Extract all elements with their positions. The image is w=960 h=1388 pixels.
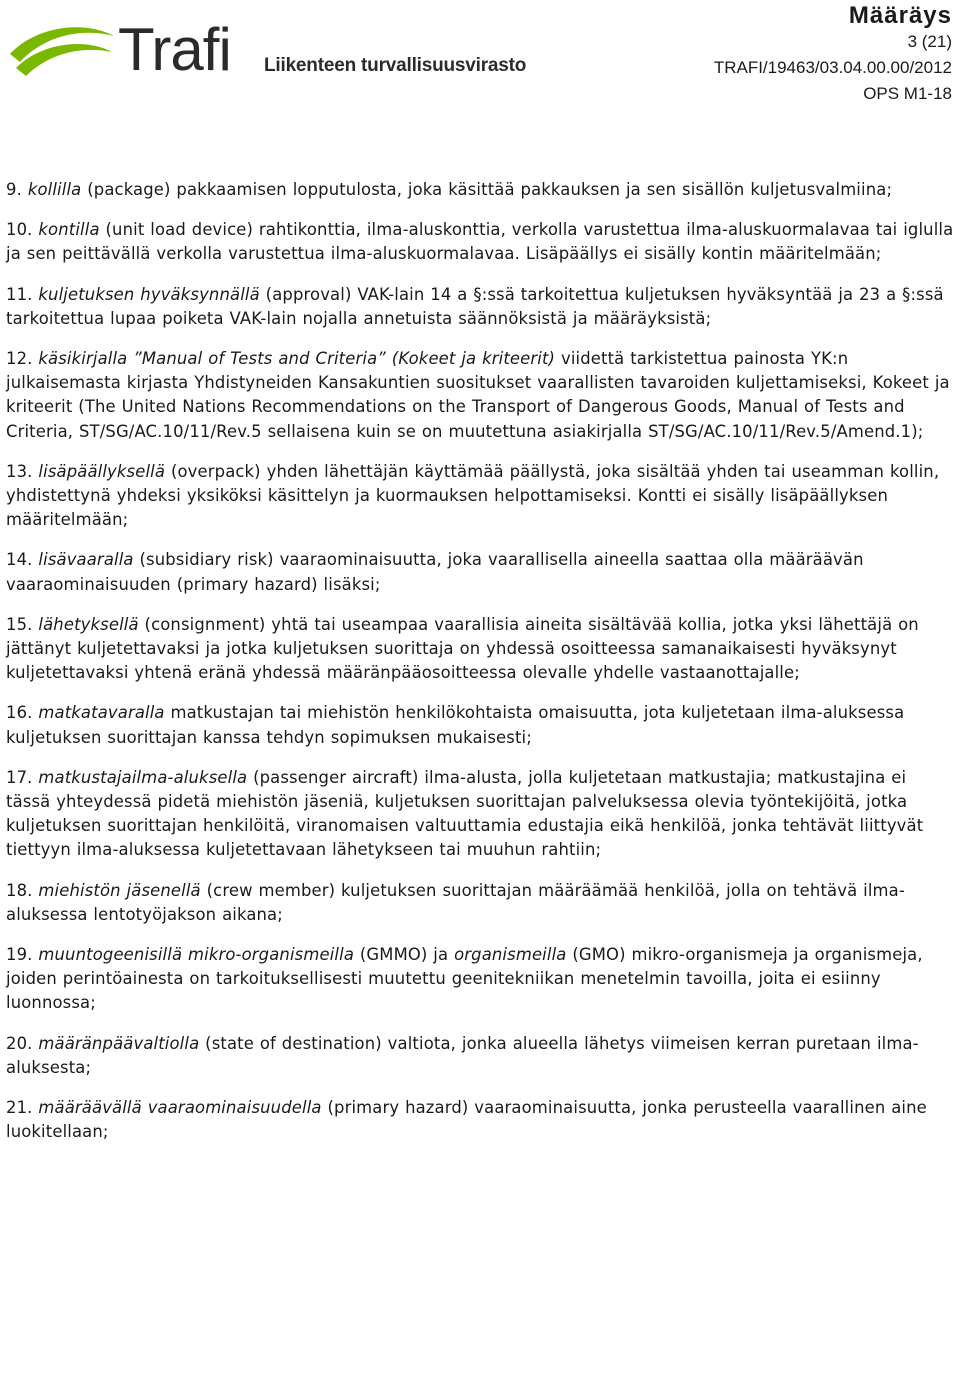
definition-number: 18. <box>6 880 33 900</box>
definition-text: (package) pakkaamisen lopputulosta, joka käsittää pakkauksen ja sen sisällön kuljetusvalmiina; <box>81 180 893 199</box>
definition-text: (overpack) yhden lähettäjän käyttämää päällystä, joka sisältää yhden tai useamman kollin, yhdistettynä yhdeksi yksiköksi käsittelyn ja kuormauksen helpottamiseksi. Kontti ei sisälly lisäpäällyksen määritelmään; <box>6 461 940 530</box>
definition-item <box>6 943 956 1016</box>
document-meta <box>714 2 952 107</box>
definition-text-secondary: (GMO) mikro-organismeja ja organismeja, joiden perintöainesta on tarkoituksellisesti muutettu geenitekniikan menetelmin tavoilla, joita ei esiinny luonnossa; <box>6 945 923 1013</box>
definition-item <box>6 701 956 749</box>
page-number: 3 (21) <box>907 32 952 51</box>
definition-number: 12. <box>6 349 33 369</box>
definition-item <box>6 613 956 686</box>
definition-term: matkustajailma-aluksella <box>38 767 248 787</box>
definition-number: 9. <box>6 180 22 199</box>
definition-term: lähetyksellä <box>38 614 139 634</box>
definition-text: (consignment) yhtä tai useampaa vaarallisia aineita sisältävää kollia, jotka yksi lähettäjä on jättänyt kuljetettavaksi ja jotka kuljetuksen suorittaja on yhdessä osoitteessa samanaikaisesti hyväksynyt kuljetettavaksi yhtenä eränä yhdessä määränpääosoitteessa olevalle yhdelle vastaanottajalle; <box>6 614 919 683</box>
regulation-code: OPS M1-18 <box>863 84 952 103</box>
definition-term: käsikirjalla ”Manual of Tests and Criteria” (Kokeet ja kriteerit) <box>38 349 556 369</box>
definition-text: viidettä tarkistettua painosta YK:n julkaisemasta kirjasta Yhdistyneiden Kansakuntien suositukset vaarallisten tavaroiden kuljettamiseksi, Kokeet ja kriteerit (The United Nations Recommendations on the Transport of Dangerous Goods, Manual of Tests and Criteria, ST/SG/AC.10/11/Rev.5 sellaisena kuin se on muutettuna asiakirjalla ST/SG/AC.10/11/Rev.5/Amend.1); <box>6 349 950 441</box>
definition-item <box>6 283 956 331</box>
definition-number: 14. <box>6 550 33 570</box>
document-type: Määräys <box>848 2 952 29</box>
definition-number: 21. <box>6 1098 33 1118</box>
definition-text: (primary hazard) vaaraominaisuutta, jonka perusteella vaarallinen aine luokitellaan; <box>6 1098 927 1142</box>
definition-text: (crew member) kuljetuksen suorittajan määräämää henkilöä, jolla on tehtävä ilma-aluksessa lentotyöjakson aikana; <box>6 880 905 924</box>
definition-term: lisävaaralla <box>38 550 134 570</box>
definition-text: (state of destination) valtiota, jonka alueella lähetys viimeisen kerran puretaan ilma-aluksesta; <box>6 1033 919 1077</box>
definition-term: lisäpäällyksellä <box>38 461 166 481</box>
definition-item <box>6 548 956 596</box>
logo-subtitle: Liikenteen turvallisuusvirasto <box>264 55 527 76</box>
definition-term: kuljetuksen hyväksynnällä <box>38 284 260 304</box>
definition-term: miehistön jäsenellä <box>38 880 201 900</box>
definition-item <box>6 766 956 863</box>
definition-text: (subsidiary risk) vaaraominaisuutta, joka vaarallisella aineella saattaa olla määräävän vaaraominaisuuden (primary hazard) lisäksi; <box>6 550 864 594</box>
definition-item <box>6 1096 956 1144</box>
page-header <box>0 0 960 110</box>
definition-item <box>6 1032 956 1080</box>
definition-number: 13. <box>6 461 33 481</box>
trafi-logo <box>6 18 118 94</box>
definition-item <box>6 218 956 266</box>
definition-number: 11. <box>6 284 33 304</box>
definition-number: 20. <box>6 1033 33 1053</box>
definition-number: 16. <box>6 703 33 723</box>
definition-term-secondary: organismeilla <box>454 945 567 965</box>
definition-number: 15. <box>6 614 33 634</box>
definition-term: matkatavaralla <box>38 703 165 723</box>
definition-item <box>6 347 956 444</box>
trafi-swoosh-icon <box>6 18 118 90</box>
definition-number: 19. <box>6 945 33 965</box>
definition-number: 17. <box>6 767 33 787</box>
definition-term: määräävällä vaaraominaisuudella <box>38 1098 322 1118</box>
definition-text: (approval) VAK-lain 14 a §:ssä tarkoitettua kuljetuksen hyväksyntää ja 23 a §:ssä tarkoitettua lupaa poiketa VAK-lain nojalla annetuista säännöksistä ja määräyksistä; <box>6 284 944 328</box>
definition-term: muuntogeenisillä mikro-organismeilla <box>38 945 355 965</box>
definition-item <box>6 879 956 927</box>
definition-text: (unit load device) rahtikonttia, ilma-aluskonttia, verkolla varustettua ilma-aluskuormalavaa tai iglulla ja sen peittävällä verkolla varustettua ilma-aluskuormalavaa. Lisäpäällys ei sisälly kontin määritelmään; <box>6 220 954 264</box>
definition-number: 10. <box>6 220 33 240</box>
logo-wordmark: Trafi <box>118 16 231 83</box>
definition-term: kontilla <box>38 220 100 240</box>
definition-term: kollilla <box>27 180 82 199</box>
definition-text: (passenger aircraft) ilma-alusta, jolla kuljetetaan matkustajia; matkustajina ei tässä yhteydessä pidetä miehistön jäseniä, kuljetuksen suorittajan palveluksessa olevia työntekijöitä, jotka kuljetuksen suorittajan henkilöitä, viranomaisen valtuuttamia edustajia eikä henkilöä, jonka tehtävät liittyvät tiettyyn ilma-aluksessa kuljetettavaan lähetykseen tai muuhun rahtiin; <box>6 767 924 860</box>
definition-item <box>6 460 956 533</box>
definition-text: matkustajan tai miehistön henkilökohtaista omaisuutta, jota kuljetetaan ilma-aluksessa kuljetuksen suorittajan kanssa tehdyn sopimuksen mukaisesti; <box>6 703 905 747</box>
definition-term: määränpäävaltiolla <box>38 1033 200 1053</box>
definition-text: (GMMO) ja <box>354 945 455 965</box>
definitions-list <box>6 178 956 1161</box>
reference-number: TRAFI/19463/03.04.00.00/2012 <box>713 58 952 77</box>
definition-item <box>6 178 956 202</box>
